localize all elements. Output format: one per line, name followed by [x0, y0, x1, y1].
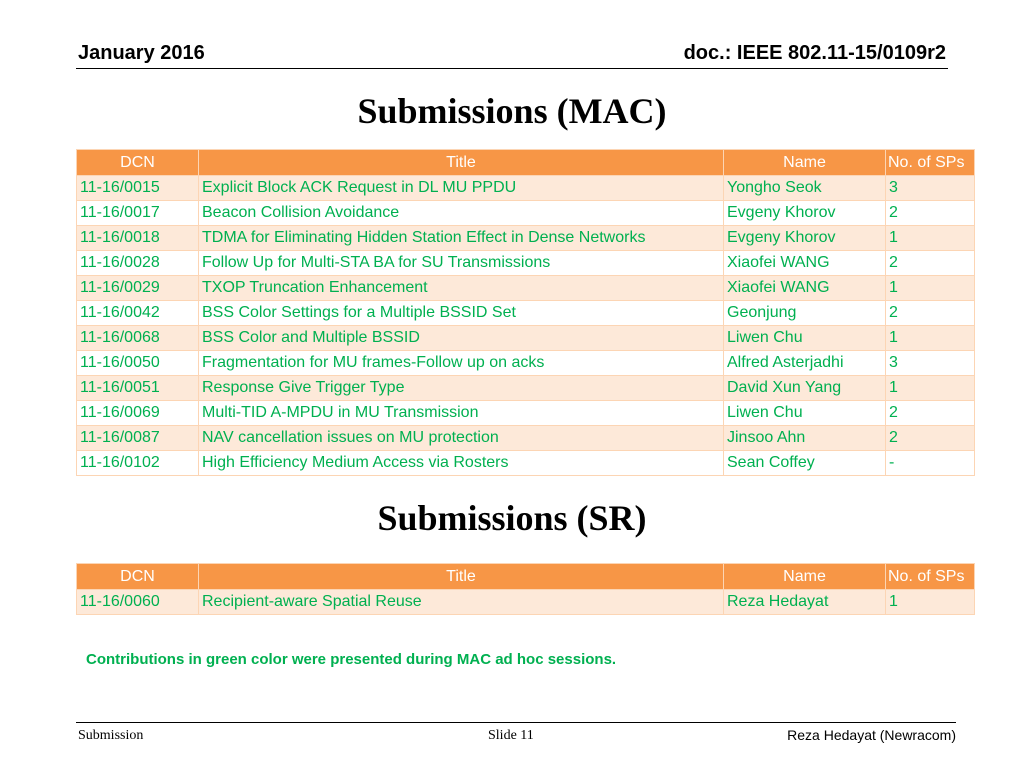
mac-table-row	[77, 401, 975, 426]
mac-submissions-table	[76, 149, 975, 476]
mac-table-row	[77, 351, 975, 376]
sps-cell: 2	[886, 201, 975, 226]
title-cell: Recipient-aware Spatial Reuse	[199, 590, 724, 615]
green-contributions-note: Contributions in green color were presented during MAC ad hoc sessions.	[86, 651, 617, 668]
sps-cell: 1	[886, 590, 975, 615]
footer-slide-number: Slide 11	[488, 728, 534, 743]
title-cell: High Efficiency Medium Access via Rosters	[199, 451, 724, 476]
title-cell: BSS Color Settings for a Multiple BSSID Set	[199, 301, 724, 326]
title-cell: Multi-TID A-MPDU in MU Transmission	[199, 401, 724, 426]
sps-cell: 1	[886, 376, 975, 401]
mac-table-row	[77, 301, 975, 326]
mac-col-name: Name	[724, 150, 886, 176]
sps-cell: 3	[886, 176, 975, 201]
sps-cell: -	[886, 451, 975, 476]
dcn-cell: 11-16/0028	[77, 251, 199, 276]
mac-table-row	[77, 276, 975, 301]
sr-submissions-table	[76, 563, 975, 615]
sr-col-title: Title	[199, 564, 724, 590]
title-cell: Explicit Block ACK Request in DL MU PPDU	[199, 176, 724, 201]
mac-col-sps: No. of SPs	[886, 150, 975, 176]
title-cell: TDMA for Eliminating Hidden Station Effect in Dense Networks	[199, 226, 724, 251]
title-cell: Beacon Collision Avoidance	[199, 201, 724, 226]
header-date: January 2016	[78, 42, 205, 64]
name-cell: Liwen Chu	[724, 401, 886, 426]
footer-divider	[76, 722, 956, 723]
sr-table-body	[77, 590, 975, 615]
mac-section-title: Submissions (MAC)	[357, 91, 667, 131]
sr-col-sps: No. of SPs	[886, 564, 975, 590]
name-cell: Sean Coffey	[724, 451, 886, 476]
name-cell: David Xun Yang	[724, 376, 886, 401]
name-cell: Geonjung	[724, 301, 886, 326]
dcn-cell: 11-16/0029	[77, 276, 199, 301]
mac-table-row	[77, 451, 975, 476]
sps-cell: 2	[886, 401, 975, 426]
sps-cell: 1	[886, 326, 975, 351]
title-cell: BSS Color and Multiple BSSID	[199, 326, 724, 351]
mac-table-header-row	[77, 150, 975, 176]
dcn-cell: 11-16/0051	[77, 376, 199, 401]
dcn-cell: 11-16/0068	[77, 326, 199, 351]
mac-table-row	[77, 376, 975, 401]
name-cell: Alfred Asterjadhi	[724, 351, 886, 376]
mac-table-row	[77, 226, 975, 251]
name-cell: Yongho Seok	[724, 176, 886, 201]
dcn-cell: 11-16/0060	[77, 590, 199, 615]
name-cell: Evgeny Khorov	[724, 201, 886, 226]
mac-table-row	[77, 176, 975, 201]
sr-table-row	[77, 590, 975, 615]
name-cell: Liwen Chu	[724, 326, 886, 351]
sr-col-name: Name	[724, 564, 886, 590]
sps-cell: 3	[886, 351, 975, 376]
title-cell: TXOP Truncation Enhancement	[199, 276, 724, 301]
name-cell: Xiaofei WANG	[724, 251, 886, 276]
sps-cell: 2	[886, 301, 975, 326]
title-cell: Response Give Trigger Type	[199, 376, 724, 401]
dcn-cell: 11-16/0050	[77, 351, 199, 376]
title-cell: NAV cancellation issues on MU protection	[199, 426, 724, 451]
dcn-cell: 11-16/0015	[77, 176, 199, 201]
sps-cell: 1	[886, 276, 975, 301]
dcn-cell: 11-16/0102	[77, 451, 199, 476]
mac-table-body	[77, 176, 975, 476]
mac-col-title: Title	[199, 150, 724, 176]
header-divider	[76, 68, 948, 69]
dcn-cell: 11-16/0087	[77, 426, 199, 451]
name-cell: Evgeny Khorov	[724, 226, 886, 251]
sps-cell: 2	[886, 426, 975, 451]
footer-author: Reza Hedayat (Newracom)	[787, 727, 956, 743]
name-cell: Xiaofei WANG	[724, 276, 886, 301]
sps-cell: 2	[886, 251, 975, 276]
mac-table-row	[77, 201, 975, 226]
mac-table-row	[77, 251, 975, 276]
mac-table-row	[77, 326, 975, 351]
mac-table-row	[77, 426, 975, 451]
sr-section-title: Submissions (SR)	[377, 498, 647, 538]
dcn-cell: 11-16/0042	[77, 301, 199, 326]
name-cell: Reza Hedayat	[724, 590, 886, 615]
mac-col-dcn: DCN	[77, 150, 199, 176]
sps-cell: 1	[886, 226, 975, 251]
sr-table-header-row	[77, 564, 975, 590]
dcn-cell: 11-16/0069	[77, 401, 199, 426]
sr-col-dcn: DCN	[77, 564, 199, 590]
title-cell: Fragmentation for MU frames-Follow up on acks	[199, 351, 724, 376]
dcn-cell: 11-16/0017	[77, 201, 199, 226]
header-doc-id: doc.: IEEE 802.11-15/0109r2	[683, 42, 946, 64]
dcn-cell: 11-16/0018	[77, 226, 199, 251]
title-cell: Follow Up for Multi-STA BA for SU Transmissions	[199, 251, 724, 276]
footer-submission: Submission	[78, 728, 144, 743]
name-cell: Jinsoo Ahn	[724, 426, 886, 451]
